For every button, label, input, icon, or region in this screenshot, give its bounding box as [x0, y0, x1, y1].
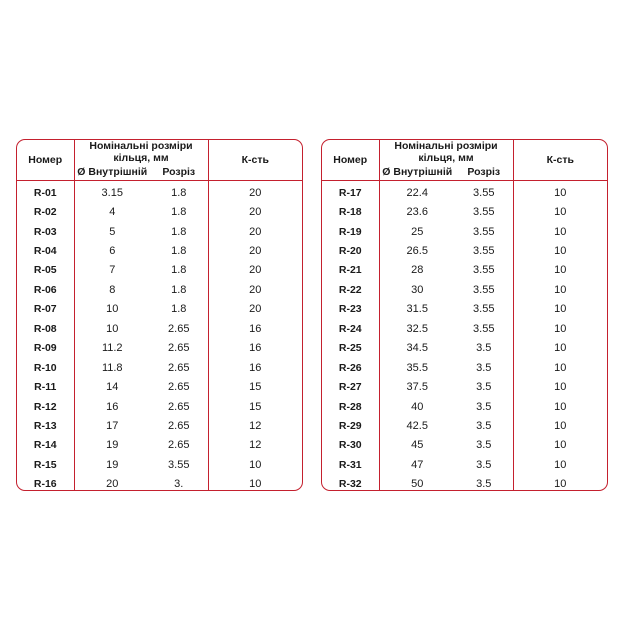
cell-ring-number: R-03 [33, 225, 57, 238]
cell-quantity: 16 [208, 339, 302, 358]
table-row [17, 202, 302, 221]
cell-ring-number: R-29 [338, 419, 362, 432]
cell-quantity: 10 [513, 416, 607, 435]
cell-cross-section: 2.65 [168, 381, 190, 394]
column-header-cross-section: Розріз [455, 164, 513, 181]
table-row [322, 261, 607, 280]
cell-quantity: 10 [513, 475, 607, 491]
cell-quantity: 16 [208, 319, 302, 338]
cell-quantity: 10 [513, 222, 607, 241]
o-ring-size-table-left [17, 140, 302, 491]
cell-quantity: 10 [513, 261, 607, 280]
cell-cross-section: 2.65 [168, 419, 190, 432]
cell-inner-diameter: 3.15 [74, 181, 150, 203]
cell-ring-number: R-31 [338, 458, 362, 471]
cell-cross-section: 3.55 [473, 245, 495, 258]
column-header-nominal-sizes: Номінальні розміри кільця, мм [379, 140, 513, 164]
cell-ring-number: R-28 [338, 400, 362, 413]
cell-cross-section: 2.65 [168, 361, 190, 374]
table-row [17, 416, 302, 435]
cell-quantity: 10 [513, 397, 607, 416]
cell-ring-number: R-05 [33, 264, 57, 277]
table-row [322, 397, 607, 416]
table-row [322, 377, 607, 396]
cell-ring-number: R-20 [338, 245, 362, 258]
cell-inner-diameter: 23.6 [379, 202, 455, 221]
cell-inner-diameter: 37.5 [379, 377, 455, 396]
cell-cross-section: 3.55 [473, 264, 495, 277]
left-table-body [17, 181, 302, 492]
table-row [17, 455, 302, 474]
cell-ring-number: R-23 [338, 303, 362, 316]
table-row [322, 358, 607, 377]
cell-cross-section: 1.8 [171, 206, 187, 219]
cell-quantity: 10 [513, 358, 607, 377]
cell-ring-number: R-30 [338, 439, 362, 452]
cell-quantity: 20 [208, 202, 302, 221]
cell-inner-diameter: 14 [74, 377, 150, 396]
cell-cross-section: 3.5 [476, 400, 492, 413]
table-row [17, 241, 302, 260]
cell-inner-diameter: 28 [379, 261, 455, 280]
table-row [322, 319, 607, 338]
right-table-panel [321, 139, 608, 491]
cell-ring-number: R-27 [338, 381, 362, 394]
cell-ring-number: R-16 [33, 478, 57, 491]
cell-quantity: 20 [208, 261, 302, 280]
cell-quantity: 10 [513, 436, 607, 455]
cell-inner-diameter: 10 [74, 300, 150, 319]
cell-inner-diameter: 47 [379, 455, 455, 474]
cell-cross-section: 1.8 [171, 245, 187, 258]
cell-quantity: 10 [513, 300, 607, 319]
cell-quantity: 10 [513, 202, 607, 221]
cell-quantity: 10 [513, 339, 607, 358]
cell-cross-section: 3.5 [476, 439, 492, 452]
cell-cross-section: 3.5 [476, 381, 492, 394]
cell-quantity: 10 [513, 455, 607, 474]
column-header-inner-diameter: Ø Внутрішній [74, 164, 150, 181]
table-row [17, 319, 302, 338]
cell-inner-diameter: 50 [379, 475, 455, 491]
cell-ring-number: R-10 [33, 361, 57, 374]
cell-ring-number: R-26 [338, 361, 362, 374]
cell-ring-number: R-12 [33, 400, 57, 413]
table-row [17, 181, 302, 203]
column-header-nominal-sizes: Номінальні розміри кільця, мм [74, 140, 208, 164]
cell-quantity: 10 [513, 280, 607, 299]
cell-inner-diameter: 42.5 [379, 416, 455, 435]
cell-inner-diameter: 11.8 [74, 358, 150, 377]
cell-cross-section: 3.5 [476, 478, 492, 491]
table-row [17, 377, 302, 396]
cell-ring-number: R-19 [338, 225, 362, 238]
cell-cross-section: 3. [174, 478, 184, 491]
table-row [322, 181, 607, 203]
cell-ring-number: R-18 [338, 206, 362, 219]
cell-ring-number: R-01 [33, 186, 57, 199]
column-header-number: Номер [322, 140, 379, 181]
cell-quantity: 15 [208, 397, 302, 416]
cell-quantity: 10 [208, 475, 302, 491]
cell-inner-diameter: 22.4 [379, 181, 455, 203]
cell-inner-diameter: 17 [74, 416, 150, 435]
table-row [17, 222, 302, 241]
cell-quantity: 10 [513, 181, 607, 203]
cell-ring-number: R-15 [33, 458, 57, 471]
table-row [322, 416, 607, 435]
cell-inner-diameter: 20 [74, 475, 150, 491]
cell-inner-diameter: 19 [74, 455, 150, 474]
table-row [17, 358, 302, 377]
cell-cross-section: 2.65 [168, 439, 190, 452]
cell-inner-diameter: 8 [74, 280, 150, 299]
cell-cross-section: 3.5 [476, 361, 492, 374]
cell-inner-diameter: 32.5 [379, 319, 455, 338]
cell-inner-diameter: 40 [379, 397, 455, 416]
cell-inner-diameter: 34.5 [379, 339, 455, 358]
column-header-quantity: К-сть [513, 140, 607, 181]
o-ring-size-table-right [322, 140, 607, 491]
cell-cross-section: 1.8 [171, 186, 187, 199]
cell-ring-number: R-11 [34, 381, 57, 394]
column-header-number: Номер [17, 140, 74, 181]
cell-inner-diameter: 4 [74, 202, 150, 221]
left-table-panel [16, 139, 303, 491]
cell-cross-section: 3.5 [476, 458, 492, 471]
cell-ring-number: R-06 [33, 283, 57, 296]
table-row [17, 436, 302, 455]
cell-inner-diameter: 16 [74, 397, 150, 416]
cell-quantity: 10 [513, 241, 607, 260]
cell-inner-diameter: 10 [74, 319, 150, 338]
cell-quantity: 10 [513, 377, 607, 396]
cell-inner-diameter: 19 [74, 436, 150, 455]
cell-ring-number: R-13 [33, 419, 57, 432]
right-table-body [322, 181, 607, 492]
cell-inner-diameter: 45 [379, 436, 455, 455]
table-row [322, 475, 607, 491]
cell-ring-number: R-02 [33, 206, 57, 219]
cell-ring-number: R-22 [338, 283, 362, 296]
cell-inner-diameter: 7 [74, 261, 150, 280]
cell-ring-number: R-25 [338, 342, 362, 355]
cell-ring-number: R-17 [338, 186, 362, 199]
cell-cross-section: 3.5 [476, 342, 492, 355]
cell-inner-diameter: 26.5 [379, 241, 455, 260]
cell-ring-number: R-07 [33, 303, 57, 316]
cell-quantity: 12 [208, 416, 302, 435]
cell-quantity: 10 [208, 455, 302, 474]
cell-cross-section: 3.55 [473, 186, 495, 199]
table-row [322, 241, 607, 260]
cell-inner-diameter: 35.5 [379, 358, 455, 377]
cell-ring-number: R-14 [33, 439, 57, 452]
cell-ring-number: R-09 [33, 342, 57, 355]
cell-quantity: 20 [208, 300, 302, 319]
cell-inner-diameter: 6 [74, 241, 150, 260]
table-row [17, 475, 302, 491]
cell-cross-section: 3.55 [473, 283, 495, 296]
column-header-cross-section: Розріз [150, 164, 208, 181]
cell-cross-section: 1.8 [171, 303, 187, 316]
table-row [322, 280, 607, 299]
cell-cross-section: 3.5 [476, 419, 492, 432]
column-header-inner-diameter: Ø Внутрішній [379, 164, 455, 181]
table-row [322, 339, 607, 358]
cell-inner-diameter: 31.5 [379, 300, 455, 319]
cell-ring-number: R-21 [338, 264, 362, 277]
table-row [322, 300, 607, 319]
cell-cross-section: 2.65 [168, 400, 190, 413]
cell-ring-number: R-32 [338, 478, 362, 491]
cell-quantity: 20 [208, 280, 302, 299]
cell-cross-section: 2.65 [168, 342, 190, 355]
table-row [17, 280, 302, 299]
cell-quantity: 12 [208, 436, 302, 455]
cell-cross-section: 3.55 [473, 225, 495, 238]
cell-quantity: 10 [513, 319, 607, 338]
cell-cross-section: 3.55 [473, 303, 495, 316]
column-header-quantity: К-сть [208, 140, 302, 181]
table-row [322, 436, 607, 455]
cell-cross-section: 3.55 [168, 458, 190, 471]
table-row [322, 455, 607, 474]
table-row [322, 202, 607, 221]
cell-ring-number: R-24 [338, 322, 362, 335]
table-row [17, 397, 302, 416]
cell-inner-diameter: 5 [74, 222, 150, 241]
cell-cross-section: 1.8 [171, 264, 187, 277]
table-row [17, 339, 302, 358]
cell-inner-diameter: 30 [379, 280, 455, 299]
cell-quantity: 20 [208, 222, 302, 241]
cell-cross-section: 3.55 [473, 322, 495, 335]
cell-quantity: 15 [208, 377, 302, 396]
cell-inner-diameter: 11.2 [74, 339, 150, 358]
cell-cross-section: 1.8 [171, 283, 187, 296]
cell-quantity: 16 [208, 358, 302, 377]
cell-inner-diameter: 25 [379, 222, 455, 241]
cell-cross-section: 1.8 [171, 225, 187, 238]
cell-quantity: 20 [208, 241, 302, 260]
cell-ring-number: R-08 [33, 322, 57, 335]
table-row [322, 222, 607, 241]
cell-ring-number: R-04 [33, 245, 57, 258]
table-row [17, 300, 302, 319]
cell-cross-section: 2.65 [168, 322, 190, 335]
cell-cross-section: 3.55 [473, 206, 495, 219]
table-row [17, 261, 302, 280]
cell-quantity: 20 [208, 181, 302, 203]
